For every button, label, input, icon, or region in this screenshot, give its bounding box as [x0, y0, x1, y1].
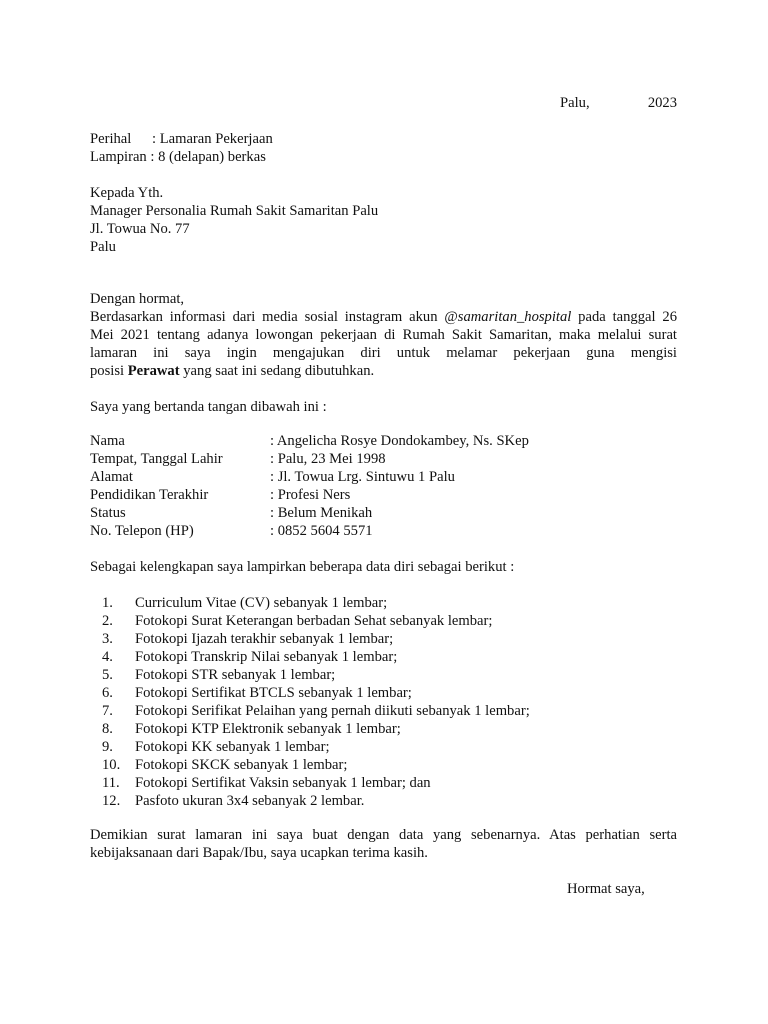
closing-paragraph	[90, 826, 677, 862]
list-item	[102, 702, 530, 720]
list-item	[102, 612, 530, 630]
intro-line: lamaran ini saya ingin mengajukan diri untuk melamar pekerjaan guna mengisi	[90, 345, 677, 361]
biodata-label: Status	[90, 505, 126, 521]
list-number: 4.	[102, 649, 113, 665]
list-item	[102, 738, 530, 756]
sign-off: Hormat saya,	[567, 881, 645, 897]
recipient-line: Jl. Towua No. 77	[90, 221, 190, 237]
intro-text: Berdasarkan informasi dari media sosial instagram akun @	[90, 309, 458, 325]
intro-paragraph	[90, 308, 677, 380]
list-text: Fotokopi Sertifikat BTCLS sebanyak 1 lembar;	[135, 685, 412, 701]
biodata-value: : Belum Menikah	[270, 505, 373, 521]
lampiran-label: Lampiran	[90, 149, 147, 165]
list-text: Curriculum Vitae (CV) sebanyak 1 lembar;	[135, 595, 388, 611]
closing-line: Demikian surat lamaran ini saya buat dengan data yang sebenarnya. Atas perhatian serta	[90, 827, 677, 843]
intro-line	[90, 362, 677, 380]
list-item	[102, 666, 530, 684]
list-number: 8.	[102, 721, 113, 737]
biodata-table	[90, 432, 677, 540]
biodata-label: Nama	[90, 433, 125, 449]
list-text: Pasfoto ukuran 3x4 sebanyak 2 lembar.	[135, 793, 365, 809]
list-item	[102, 630, 530, 648]
list-text: Fotokopi Surat Keterangan berbadan Sehat sebanyak lembar;	[135, 613, 493, 629]
list-number: 7.	[102, 703, 113, 719]
list-item	[102, 720, 530, 738]
list-item	[102, 594, 530, 612]
list-text: Fotokopi Sertifikat Vaksin sebanyak 1 lembar; dan	[135, 775, 431, 791]
date-city: Palu,	[560, 95, 590, 111]
list-number: 6.	[102, 685, 113, 701]
intro-line: Mei 2021 tentang adanya lowongan pekerjaan di Rumah Sakit Samaritan, maka melalui surat	[90, 327, 677, 343]
letter-date	[560, 94, 677, 112]
instagram-handle: samaritan_hospital	[457, 309, 572, 325]
intro-text: posisi	[90, 363, 128, 379]
biodata-value: : Profesi Ners	[270, 487, 351, 503]
list-number: 9.	[102, 739, 113, 755]
list-text: Fotokopi SKCK sebanyak 1 lembar;	[135, 757, 348, 773]
biodata-label: Alamat	[90, 469, 133, 485]
biodata-row	[90, 450, 677, 468]
attachments-intro: Sebagai kelengkapan saya lampirkan beberapa data diri sebagai berikut :	[90, 559, 515, 575]
biodata-row	[90, 504, 677, 522]
list-text: Fotokopi Ijazah terakhir sebanyak 1 lembar;	[135, 631, 394, 647]
biodata-label: No. Telepon (HP)	[90, 523, 194, 539]
list-item	[102, 756, 530, 774]
list-number: 10.	[102, 757, 121, 773]
intro-text: yang saat ini sedang dibutuhkan.	[179, 363, 375, 379]
undersigned-text: Saya yang bertanda tangan dibawah ini :	[90, 399, 327, 415]
biodata-value: : Palu, 23 Mei 1998	[270, 451, 386, 467]
list-number: 11.	[102, 775, 120, 791]
biodata-value: : 0852 5604 5571	[270, 523, 373, 539]
position-name: Perawat	[127, 363, 180, 379]
list-number: 5.	[102, 667, 113, 683]
recipient-line: Palu	[90, 239, 116, 255]
greeting: Dengan hormat,	[90, 291, 185, 307]
biodata-row	[90, 432, 677, 450]
biodata-row	[90, 522, 677, 540]
biodata-value: : Angelicha Rosye Dondokambey, Ns. SKep	[270, 433, 529, 449]
perihal-value: : Lamaran Pekerjaan	[152, 131, 273, 147]
recipient-line: Kepada Yth.	[90, 185, 164, 201]
list-item	[102, 684, 530, 702]
perihal-row	[90, 130, 273, 148]
lampiran-value: : 8 (delapan) berkas	[150, 149, 266, 165]
list-item	[102, 792, 530, 810]
list-item	[102, 774, 530, 792]
list-item	[102, 648, 530, 666]
biodata-label: Tempat, Tanggal Lahir	[90, 451, 223, 467]
list-text: Fotokopi STR sebanyak 1 lembar;	[135, 667, 336, 683]
list-number: 1.	[102, 595, 113, 611]
intro-line	[90, 308, 677, 326]
biodata-row	[90, 486, 677, 504]
biodata-label: Pendidikan Terakhir	[90, 487, 209, 503]
list-text: Fotokopi Transkrip Nilai sebanyak 1 lembar;	[135, 649, 398, 665]
perihal-label: Perihal	[90, 131, 132, 147]
lampiran-row	[90, 148, 266, 166]
recipient-line: Manager Personalia Rumah Sakit Samaritan Palu	[90, 203, 379, 219]
intro-text: pada tanggal 26	[571, 309, 677, 325]
closing-line: kebijaksanaan dari Bapak/Ibu, saya ucapkan terima kasih.	[90, 845, 428, 861]
list-text: Fotokopi KTP Elektronik sebanyak 1 lembar;	[135, 721, 401, 737]
list-number: 12.	[102, 793, 121, 809]
date-year: 2023	[647, 95, 677, 111]
list-number: 2.	[102, 613, 113, 629]
list-number: 3.	[102, 631, 113, 647]
biodata-row	[90, 468, 677, 486]
list-text: Fotokopi KK sebanyak 1 lembar;	[135, 739, 330, 755]
list-text: Fotokopi Serifikat Pelaihan yang pernah diikuti sebanyak 1 lembar;	[135, 703, 530, 719]
attachments-list	[102, 594, 530, 810]
biodata-value: : Jl. Towua Lrg. Sintuwu 1 Palu	[270, 469, 455, 485]
